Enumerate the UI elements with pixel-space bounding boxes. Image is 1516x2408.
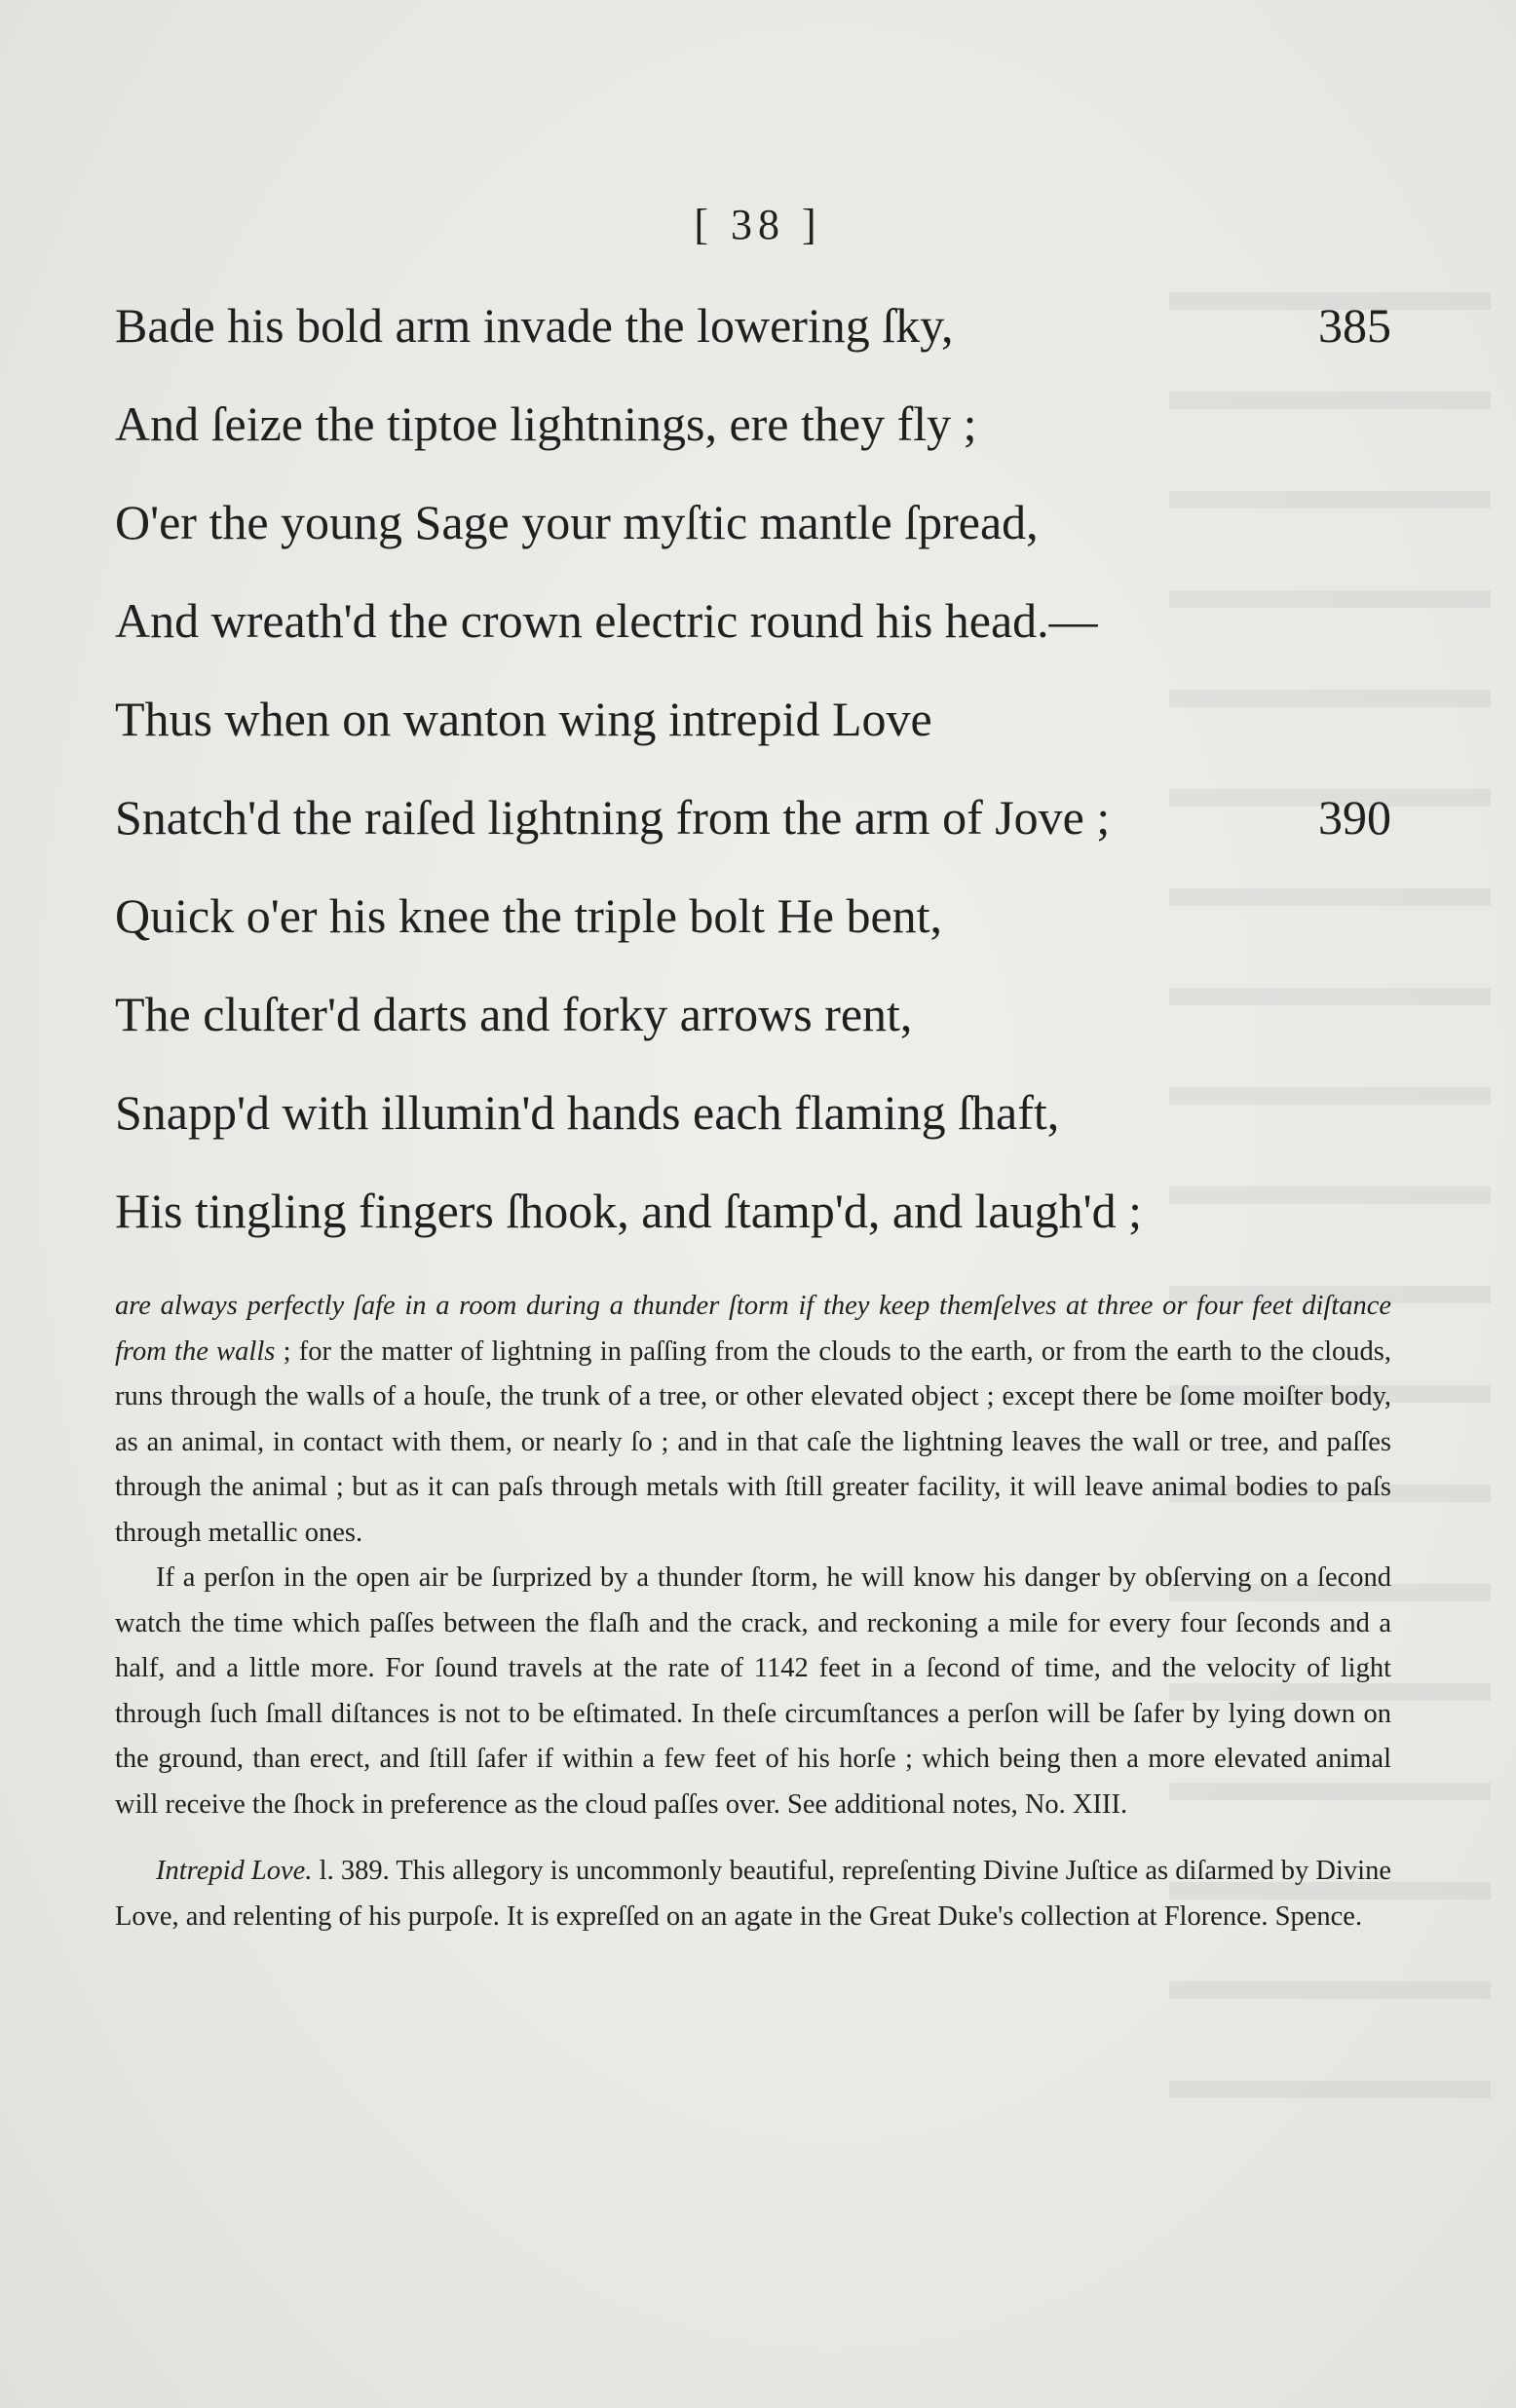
verse-line (115, 487, 1391, 585)
verse-text: And ſeize the tiptoe lightnings, ere they fly ; (115, 396, 977, 451)
verse-text: Thus when on wanton wing intrepid Love (115, 692, 932, 746)
footnote-italic-text: are always perfectly ſafe in a room during a thunder ſtorm if they keep themſelves at three or four feet diſtance from the walls (115, 1291, 1391, 1367)
footnote-continuation (115, 1284, 1391, 1556)
footnotes (115, 1284, 1391, 1939)
verse-text: O'er the young Sage your myſtic mantle ſpread, (115, 495, 1039, 549)
footnote-text: l. 389. This allegory is uncommonly beautiful, repreſenting Divine Juſtice as diſarmed by Divine Love, and relenting of his purpoſe. It is expreſſed on an agate in the Great Duke's collection at Florence. Spence. (115, 1856, 1391, 1932)
footnote-intrepid-love (115, 1849, 1391, 1939)
verse-block (115, 290, 1391, 1274)
footnote-text: ; for the matter of lightning in paſſing from the clouds to the earth, or from the earth to the clouds, runs through the walls of a houſe, the trunk of a tree, or other elevated object ; except there be ſome moiſter body, as an animal, in contact with them, or nearly ſo ; and in that caſe the lightning leaves the wall or tree, and paſſes through the animal ; but as it can paſs through metals with ſtill greater facility, it will leave animal bodies to paſs through metallic ones. (115, 1336, 1391, 1548)
verse-line (115, 979, 1391, 1077)
verse-text: Snapp'd with illumin'd hands each flaming ſhaft, (115, 1085, 1060, 1140)
line-number: 385 (1318, 298, 1391, 353)
verse-line (115, 782, 1391, 881)
verse-line (115, 1077, 1391, 1176)
verse-line (115, 684, 1391, 782)
line-number: 390 (1318, 790, 1391, 845)
verse-line (115, 290, 1391, 389)
verse-text: His tingling fingers ſhook, and ſtamp'd, and laugh'd ; (115, 1184, 1143, 1238)
verse-line (115, 389, 1391, 487)
verse-text: And wreath'd the crown electric round his head.— (115, 593, 1098, 648)
verse-line (115, 881, 1391, 979)
verse-line (115, 1176, 1391, 1274)
page-number-header: [ 38 ] (694, 201, 822, 248)
verse-text: The cluſter'd darts and forky arrows rent, (115, 987, 913, 1041)
verse-line (115, 585, 1391, 684)
footnote-lemma: Intrepid Love. (156, 1856, 313, 1886)
verse-text: Snatch'd the raiſed lightning from the arm of Jove ; (115, 790, 1111, 845)
verse-text: Quick o'er his knee the triple bolt He bent, (115, 888, 943, 943)
verse-text: Bade his bold arm invade the lowering ſky, (115, 298, 954, 353)
footnote-paragraph: If a perſon in the open air be ſurprized by a thunder ſtorm, he will know his danger by obſerving on a ſecond watch the time which paſſes between the flaſh and the crack, and reckoning a mile for every four ſeconds and a half, and a little more. For ſound travels at the rate of 1142 feet in a ſecond of time, and the velocity of light through ſuch ſmall diſtances is not to be eſtimated. In theſe circumſtances a perſon will be ſafer by lying down on the ground, than erect, and ſtill ſafer if within a few feet of his horſe ; which being then a more elevated animal will receive the ſhock in preference as the cloud paſſes over. See additional notes, No. XIII. (115, 1562, 1391, 1820)
